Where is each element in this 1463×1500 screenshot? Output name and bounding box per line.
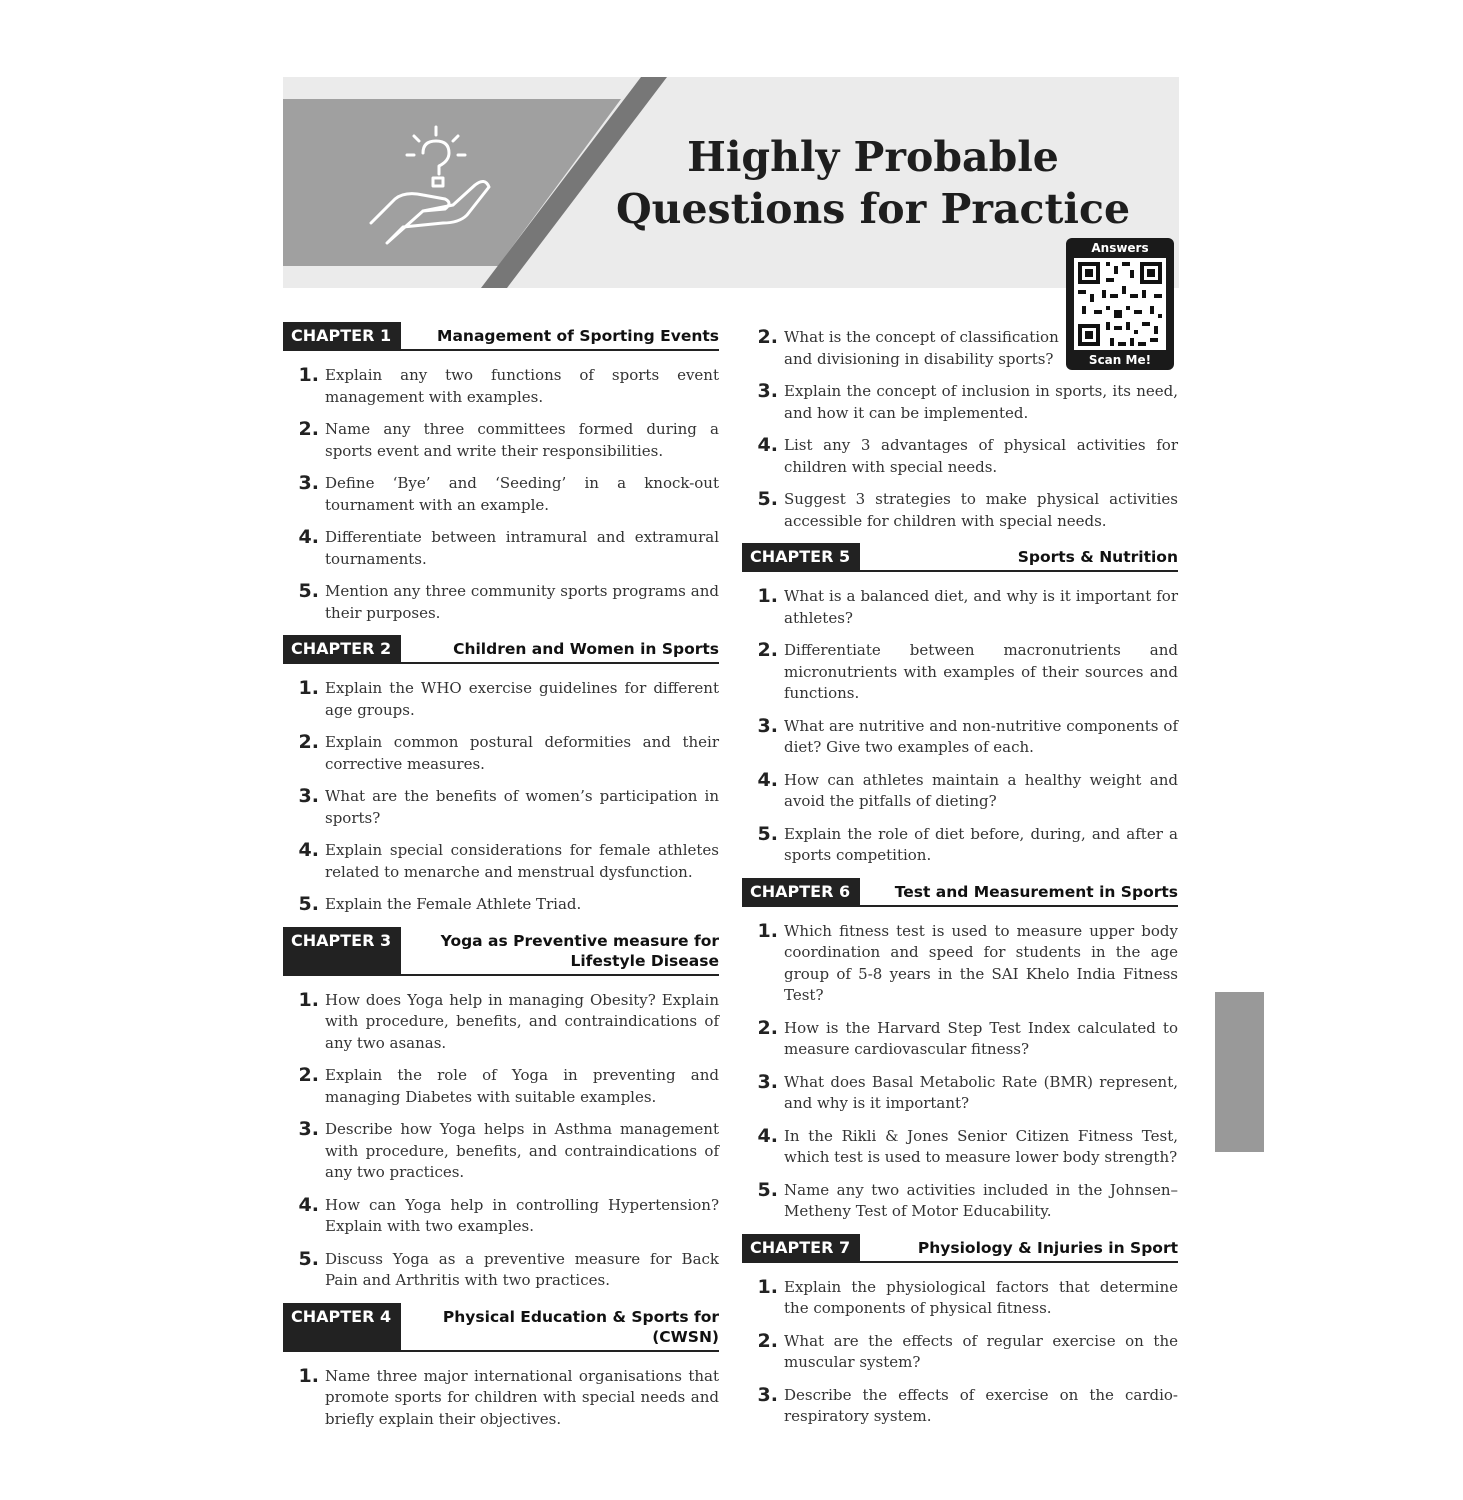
chapter-header [283, 322, 719, 351]
question-item [742, 770, 1178, 813]
question-item [283, 840, 719, 883]
left-column [283, 322, 719, 1441]
question-number: 4. [298, 839, 319, 861]
question-text: Mention any three community sports programs and their purposes. [325, 582, 719, 622]
question-item [742, 1385, 1178, 1428]
question-item [742, 435, 1178, 478]
question-text: How does Yoga help in managing Obesity? Explain with procedure, benefits, and contraindications of any two asanas. [325, 990, 719, 1052]
question-text: Explain common postural deformities and their corrective measures. [325, 733, 719, 773]
question-text: Name any two activities included in the Johnsen–Metheny Test of Motor Educability. [784, 1180, 1178, 1220]
question-item [283, 419, 719, 462]
question-number: 2. [757, 639, 778, 661]
question-item [283, 1195, 719, 1238]
question-item [742, 1072, 1178, 1115]
chapter-title: Children and Women in Sports [453, 640, 719, 658]
question-item [742, 1331, 1178, 1374]
question-number: 4. [757, 1124, 778, 1147]
question-text: Describe the effects of exercise on the cardio-respiratory system. [784, 1385, 1178, 1425]
chapter-title: Yoga as Preventive measure for Lifestyle Disease [440, 931, 719, 970]
question-item [742, 1126, 1178, 1169]
question-text: Explain the physiological factors that determine the components of physical fitness. [784, 1277, 1178, 1317]
title-line-1: Highly Probable [687, 133, 1059, 181]
question-item [283, 678, 719, 721]
chapter-title: Sports & Nutrition [1017, 548, 1178, 566]
question-number: 2. [298, 418, 319, 440]
question-number: 4. [757, 768, 778, 791]
question-text: Explain the role of Yoga in preventing and managing Diabetes with suitable examples. [325, 1066, 719, 1106]
question-text: Which fitness test is used to measure upper body coordination and speed for students in the age group of 5-8 years in the SAI Khelo India Fitness Test? [784, 921, 1178, 1004]
chapter-section [742, 543, 1178, 867]
chapter-tag: CHAPTER 5 [742, 543, 860, 570]
question-text: Explain the concept of inclusion in sports, its need, and how it can be implemented. [784, 382, 1178, 422]
question-text: Explain any two functions of sports event management with examples. [325, 366, 719, 406]
question-text: What are the benefits of women’s participation in sports? [325, 787, 719, 827]
question-text: Explain the role of diet before, during, and after a sports competition. [784, 824, 1178, 864]
question-item [742, 921, 1178, 1007]
question-text: Define ‘Bye’ and ‘Seeding’ in a knock-out tournament with an example. [325, 474, 719, 514]
question-item [283, 786, 719, 829]
chapter-section-continued [742, 322, 1178, 532]
question-item [283, 365, 719, 408]
question-text: Explain the WHO exercise guidelines for different age groups. [325, 679, 719, 719]
question-text: Name any three committees formed during a sports event and write their responsibilities. [325, 420, 719, 460]
question-item [742, 489, 1178, 532]
chapter-tag: CHAPTER 2 [283, 635, 401, 662]
question-item [742, 1180, 1178, 1223]
question-number: 3. [298, 1118, 319, 1140]
question-item [283, 1119, 719, 1184]
question-text: How can athletes maintain a healthy weight and avoid the pitfalls of dieting? [784, 770, 1178, 810]
question-number: 1. [298, 677, 319, 699]
chapter-section [742, 1234, 1178, 1428]
question-item [742, 327, 1060, 370]
qr-top-label: Answers [1091, 241, 1149, 255]
question-number: 3. [298, 472, 319, 494]
chapter-title: Management of Sporting Events [437, 327, 719, 345]
question-text: List any 3 advantages of physical activities for children with special needs. [784, 436, 1178, 476]
question-number: 3. [757, 380, 778, 402]
title-line-2: Questions for Practice [615, 185, 1131, 233]
chapter-header [283, 1303, 719, 1352]
question-text: Name three major international organisations that promote sports for children with special needs and briefly explain their objectives. [325, 1366, 719, 1428]
question-item [283, 990, 719, 1055]
question-number: 1. [757, 585, 778, 607]
chapter-header [742, 878, 1178, 907]
question-item [283, 1065, 719, 1108]
question-text: Differentiate between macronutrients and micronutrients with examples of their sources and functions. [784, 641, 1178, 702]
chapter-section [283, 927, 719, 1292]
chapter-header [742, 543, 1178, 572]
question-item [742, 381, 1178, 424]
question-item [742, 824, 1178, 867]
question-item [283, 581, 719, 624]
question-item [283, 894, 719, 916]
question-number: 5. [757, 488, 778, 510]
question-number: 4. [298, 526, 319, 548]
question-text: What are the effects of regular exercise on the muscular system? [784, 1331, 1178, 1371]
chapter-title: Test and Measurement in Sports [894, 882, 1178, 901]
chapter-section [742, 878, 1178, 1223]
question-text: Explain the Female Athlete Triad. [325, 895, 582, 913]
question-text: Explain special considerations for female athletes related to menarche and menstrual dysfunction. [325, 841, 719, 881]
question-number: 3. [757, 714, 778, 737]
chapter-section [283, 1303, 719, 1431]
chapter-tag: CHAPTER 6 [742, 878, 860, 905]
question-item [283, 1366, 719, 1431]
question-number: 2. [298, 731, 319, 753]
question-item [283, 527, 719, 570]
question-item [742, 640, 1178, 705]
chapter-title: Physical Education & Sports for (CWSN) [442, 1307, 719, 1346]
chapter-header [283, 635, 719, 664]
chapter-section [283, 635, 719, 916]
question-number: 1. [298, 988, 319, 1011]
question-number: 5. [298, 580, 319, 602]
question-number: 1. [757, 1275, 778, 1298]
question-number: 2. [757, 326, 778, 348]
question-number: 5. [757, 1178, 778, 1201]
side-thumb-tab [1215, 992, 1264, 1152]
question-item [283, 732, 719, 775]
chapter-tag: CHAPTER 1 [283, 322, 401, 349]
chapter-title: Physiology & Injuries in Sport [917, 1238, 1178, 1257]
question-number: 4. [298, 1193, 319, 1216]
question-text: Describe how Yoga helps in Asthma management with procedure, benefits, and contraindications of any two practices. [325, 1120, 719, 1181]
question-number: 3. [757, 1383, 778, 1406]
question-text: How is the Harvard Step Test Index calculated to measure cardiovascular fitness? [784, 1018, 1178, 1058]
question-item [283, 473, 719, 516]
question-text: Differentiate between intramural and extramural tournaments. [325, 528, 719, 568]
question-text: What does Basal Metabolic Rate (BMR) represent, and why is it important? [784, 1072, 1178, 1112]
header-banner [283, 77, 1179, 288]
chapter-section [283, 322, 719, 624]
question-text: How can Yoga help in controlling Hypertension? Explain with two examples. [325, 1195, 719, 1235]
question-item [742, 1277, 1178, 1320]
question-number: 5. [298, 893, 319, 915]
question-item [742, 716, 1178, 759]
chapter-header [283, 927, 719, 976]
chapter-tag: CHAPTER 7 [742, 1234, 860, 1261]
question-number: 5. [757, 822, 778, 845]
question-number: 2. [757, 1016, 778, 1039]
question-item [742, 586, 1178, 629]
chapter-tag: CHAPTER 4 [283, 1303, 401, 1350]
question-number: 4. [757, 434, 778, 456]
question-text: Suggest 3 strategies to make physical activities accessible for children with special needs. [784, 490, 1178, 530]
question-text: What is a balanced diet, and why is it important for athletes? [784, 587, 1178, 627]
question-number: 2. [757, 1329, 778, 1352]
right-column [742, 322, 1178, 1439]
question-number: 1. [298, 1364, 319, 1387]
question-number: 3. [298, 785, 319, 807]
question-number: 3. [757, 1070, 778, 1093]
question-item [283, 1249, 719, 1292]
question-item [742, 1018, 1178, 1061]
qr-bottom-label: Scan Me! [1088, 353, 1152, 367]
question-number: 1. [298, 364, 319, 386]
question-number: 5. [298, 1247, 319, 1270]
page-title [613, 131, 1133, 235]
chapter-header [742, 1234, 1178, 1263]
question-number: 1. [757, 919, 778, 942]
question-text: What are nutritive and non-nutritive components of diet? Give two examples of each. [784, 716, 1178, 756]
question-text: In the Rikli & Jones Senior Citizen Fitness Test, which test is used to measure lower body strength? [784, 1126, 1178, 1166]
question-text: What is the concept of classification and divisioning in disability sports? [784, 328, 1059, 368]
chapter-tag: CHAPTER 3 [283, 927, 401, 974]
question-text: Discuss Yoga as a preventive measure for Back Pain and Arthritis with two practices. [325, 1249, 719, 1289]
question-number: 2. [298, 1064, 319, 1086]
